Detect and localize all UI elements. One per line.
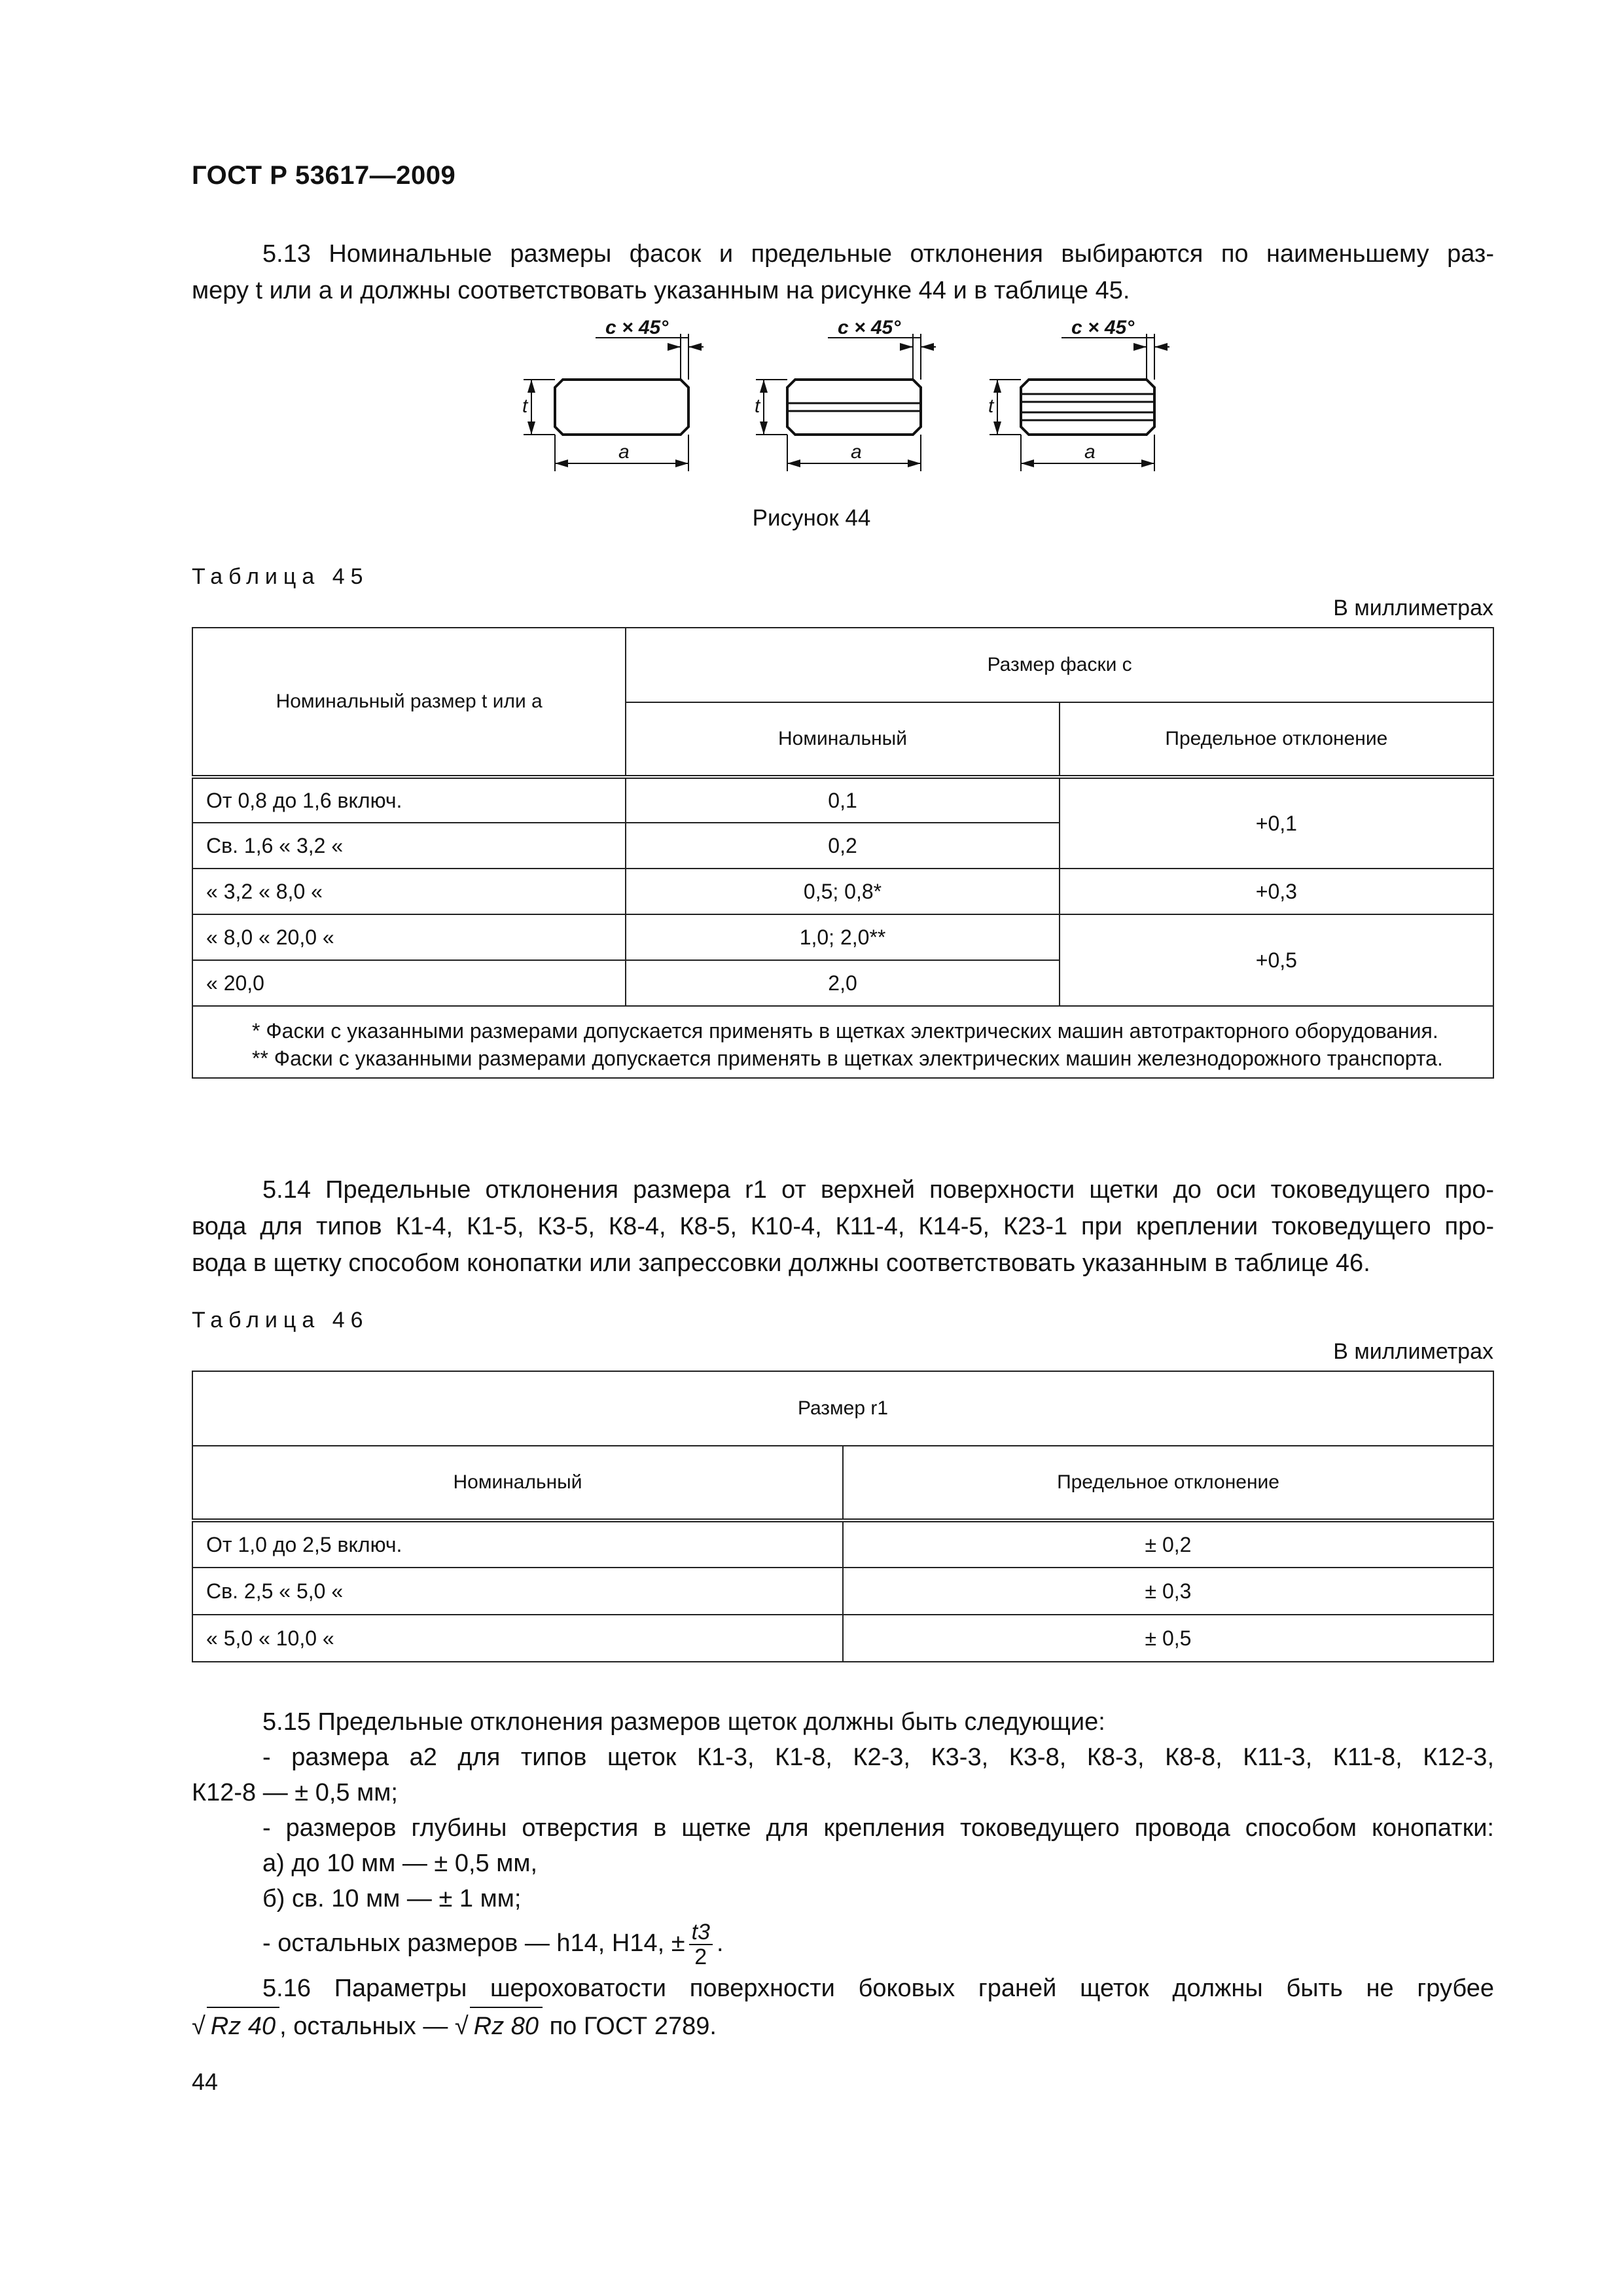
sqrt-icon: √	[454, 2013, 469, 2040]
table-45-cell-range: От 0,8 до 1,6 включ.	[192, 777, 626, 823]
dim-a-3: a	[1084, 441, 1096, 463]
table-45-cell-deviation: +0,3	[1060, 869, 1493, 914]
paragraph-5-16-line-1: 5.16 Параметры шероховатости поверхности боковых граней щеток должны быть не грубее	[262, 1975, 1494, 2002]
table-45-notes	[192, 1006, 1493, 1078]
table-45-note-1: * Фаски с указанными размерами допускается применять в щетках электрических машин автотракторного оборудования.	[252, 1019, 1438, 1043]
table-45-cell-deviation: +0,5	[1060, 914, 1493, 1006]
table-46-cell-range: « 5,0 « 10,0 «	[192, 1615, 843, 1662]
table-45-cell-range: « 3,2 « 8,0 «	[192, 869, 626, 914]
fraction-numerator: t3	[689, 1920, 713, 1945]
paragraph-5-15-item-3-text: - остальных размеров — h14, H14, ±	[262, 1929, 685, 1958]
paragraph-5-15-item-3: - остальных размеров — h14, H14, ± $\frac{t3}{2}$ .	[262, 1920, 724, 1969]
table-46-unit: В миллиметрах	[1333, 1339, 1493, 1364]
paragraph-5-15-item-2a: а) до 10 мм — ± 0,5 мм,	[262, 1850, 538, 1877]
dim-t-2: t	[755, 395, 760, 417]
sqrt-icon: √	[192, 2013, 205, 2040]
table-46-cell-deviation: ± 0,5	[843, 1615, 1493, 1662]
table-45-note-2: ** Фаски с указанными размерами допускается применять в щетках электрических машин железнодорожного транспорта.	[252, 1047, 1443, 1070]
chamfer-label-2: c × 45°	[838, 317, 901, 338]
table-45-cell-deviation: +0,1	[1060, 777, 1493, 869]
paragraph-5-13	[192, 236, 1494, 309]
paragraph-5-15-item-2b: б) св. 10 мм — ± 1 мм;	[262, 1885, 522, 1912]
document-header: ГОСТ Р 53617—2009	[192, 161, 456, 190]
figure-caption: Рисунок 44	[752, 505, 871, 531]
table-46	[192, 1371, 1494, 1662]
paragraph-5-15	[192, 1704, 1494, 1969]
figure-44-brush-profiles	[484, 314, 1230, 491]
table-row	[192, 777, 1493, 823]
profile-2	[755, 317, 936, 471]
fraction-t3-over-2	[689, 1920, 713, 1969]
table-45-header-deviation: Предельное отклонение	[1060, 702, 1493, 777]
table-row	[192, 1568, 1493, 1615]
table-45-cell-nominal: 0,5; 0,8*	[626, 869, 1059, 914]
paragraph-5-14-line-2: вода для типов К1-4, К1-5, К3-5, К8-4, К8-5, К10-4, К11-4, К14-5, К23-1 при креплении токоведущего про-	[192, 1213, 1494, 1240]
paragraph-5-14-line-1: 5.14 Предельные отклонения размера r1 от верхней поверхности щетки до оси токоведущего про-	[262, 1176, 1494, 1204]
table-46-cell-deviation: ± 0,3	[843, 1568, 1493, 1615]
table-45-cell-range: « 20,0	[192, 960, 626, 1006]
table-45-cell-nominal: 0,2	[626, 823, 1059, 869]
fraction-denominator: 2	[694, 1945, 707, 1969]
table-46-caption: Таблица 46	[192, 1308, 369, 1333]
paragraph-5-14	[192, 1172, 1494, 1282]
paragraph-5-16-end: по ГОСТ 2789.	[549, 2013, 717, 2040]
table-45-cell-range: Св. 1,6 « 3,2 «	[192, 823, 626, 869]
profile-3	[988, 317, 1169, 471]
roughness-value-2: Rz 80	[470, 2007, 543, 2045]
dim-t-3: t	[988, 395, 994, 417]
paragraph-5-13-line-1: 5.13 Номинальные размеры фасок и предельные отклонения выбираются по наименьшему раз-	[262, 240, 1494, 268]
paragraph-5-16	[192, 1970, 1494, 2045]
roughness-value-1: Rz 40	[207, 2007, 279, 2045]
table-46-header-size: Размер r1	[192, 1371, 1493, 1446]
dim-t-1: t	[522, 395, 528, 417]
paragraph-5-13-line-2: меру t или a и должны соответствовать указанным на рисунке 44 и в таблице 45.	[192, 277, 1130, 304]
table-row	[192, 869, 1493, 914]
table-46-cell-deviation: ± 0,2	[843, 1520, 1493, 1568]
table-45-header-chamfer: Размер фаски c	[626, 628, 1493, 702]
table-row	[192, 1520, 1493, 1568]
paragraph-5-16-mid: , остальных —	[279, 2013, 448, 2040]
dim-a-2: a	[851, 441, 862, 463]
table-row	[192, 914, 1493, 960]
table-45-caption: Таблица 45	[192, 564, 369, 589]
page-number: 44	[192, 2068, 219, 2095]
table-46-cell-range: Св. 2,5 « 5,0 «	[192, 1568, 843, 1615]
table-45-cell-nominal: 1,0; 2,0**	[626, 914, 1059, 960]
table-46-header-nominal: Номинальный	[192, 1446, 843, 1520]
profile-1	[522, 317, 704, 471]
table-45-header-nominal: Номинальный	[626, 702, 1059, 777]
table-45	[192, 627, 1494, 1079]
table-46-cell-range: От 1,0 до 2,5 включ.	[192, 1520, 843, 1568]
table-46-header-deviation: Предельное отклонение	[843, 1446, 1493, 1520]
paragraph-5-15-item-2: - размеров глубины отверстия в щетке для крепления токоведущего провода способом конопатки:	[262, 1814, 1494, 1842]
paragraph-5-15-item-1b: К12-8 — ± 0,5 мм;	[192, 1779, 398, 1806]
dim-a-1: a	[618, 441, 630, 463]
paragraph-5-15-item-1a: - размера a2 для типов щеток К1-3, К1-8, К2-3, К3-3, К3-8, К8-3, К8-8, К11-3, К11-8, К12-3,	[262, 1744, 1494, 1771]
table-45-header-size: Номинальный размер t или a	[192, 628, 626, 777]
paragraph-5-16-line-2	[192, 2007, 1494, 2045]
table-45-unit: В миллиметрах	[1333, 596, 1493, 620]
table-45-cell-nominal: 2,0	[626, 960, 1059, 1006]
table-row	[192, 1615, 1493, 1662]
chamfer-label-1: c × 45°	[605, 317, 669, 338]
table-45-cell-nominal: 0,1	[626, 777, 1059, 823]
table-45-cell-range: « 8,0 « 20,0 «	[192, 914, 626, 960]
chamfer-label-3: c × 45°	[1071, 317, 1135, 338]
paragraph-5-15-intro: 5.15 Предельные отклонения размеров щеток должны быть следующие:	[262, 1708, 1105, 1736]
paragraph-5-14-line-3: вода в щетку способом конопатки или запрессовки должны соответствовать указанным в таблице 46.	[192, 1249, 1370, 1277]
